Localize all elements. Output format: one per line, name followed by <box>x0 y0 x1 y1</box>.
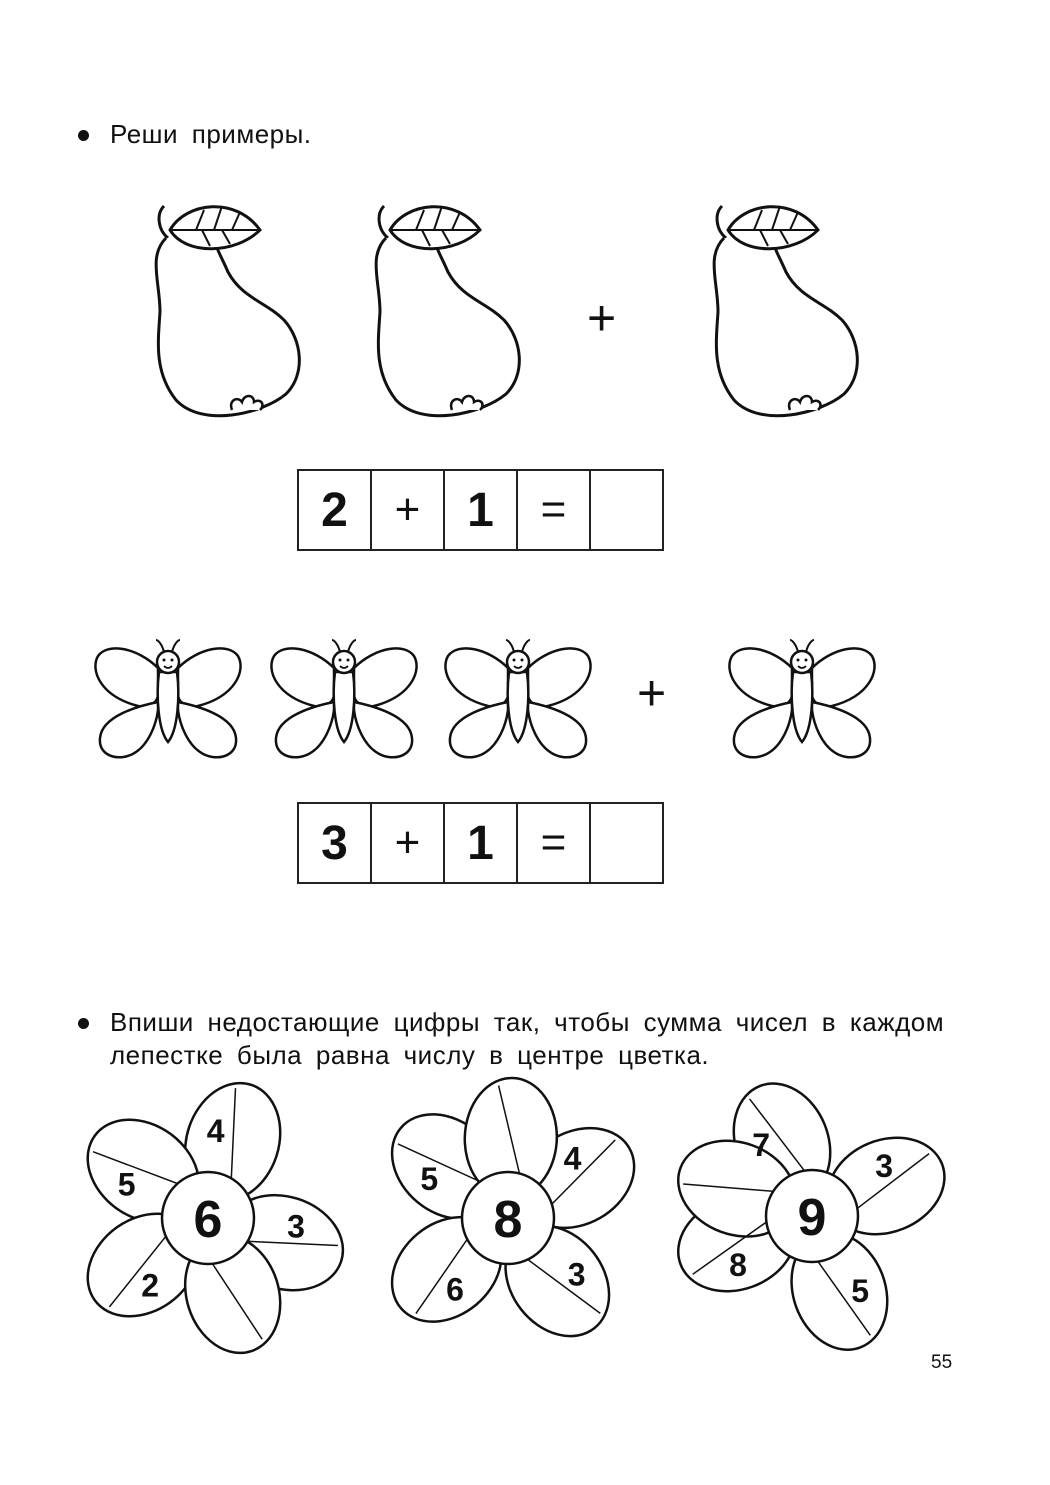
equation-cell-number: 2 <box>299 471 372 549</box>
petal-number: 4 <box>563 1140 582 1177</box>
petal-number: 8 <box>729 1247 747 1284</box>
petal-number: 4 <box>206 1113 225 1149</box>
answer-cell[interactable] <box>591 804 664 882</box>
equation-cell-operator: + <box>372 804 445 882</box>
equation-cell-equals: = <box>518 471 591 549</box>
plus-sign: + <box>637 665 667 721</box>
task-flowers <box>78 1006 954 1072</box>
petal-number: 7 <box>752 1126 771 1163</box>
task-text-line-1: Впиши недостающие цифры так, чтобы сумма чисел в каждом <box>110 1007 945 1037</box>
pear-icon <box>156 206 299 416</box>
plus-sign: + <box>587 290 617 346</box>
flower-center-number: 6 <box>193 1191 223 1249</box>
butterfly-icon <box>95 640 240 757</box>
flower-center-number: 8 <box>493 1191 523 1249</box>
flower-icon <box>665 1069 959 1363</box>
equation-cell-equals: = <box>518 804 591 882</box>
petal-number: 5 <box>851 1273 870 1309</box>
equation-row <box>297 802 664 884</box>
butterfly-icon <box>445 640 590 757</box>
petal-number: 3 <box>875 1148 894 1185</box>
petal-number: 3 <box>567 1256 586 1293</box>
pear-icon <box>714 206 857 416</box>
petal-number: 2 <box>141 1267 160 1304</box>
answer-cell[interactable] <box>591 471 664 549</box>
pear-icon <box>376 206 519 416</box>
petal-number: 5 <box>117 1166 136 1203</box>
equation-row <box>297 469 664 551</box>
butterfly-icon <box>271 640 416 757</box>
task-text: Реши примеры. <box>110 119 312 149</box>
petal-number: 6 <box>446 1271 464 1308</box>
butterfly-icon <box>729 640 874 757</box>
flowers <box>68 1069 959 1365</box>
petal-number: 5 <box>420 1161 439 1197</box>
petal-number: 3 <box>287 1208 305 1245</box>
task-text-line-2: лепестке была равна числу в центре цветка. <box>110 1040 710 1070</box>
equation-cell-number: 3 <box>299 804 372 882</box>
flower-center-number: 9 <box>797 1189 827 1247</box>
page-number: 55 <box>931 1352 953 1373</box>
flower-icon <box>371 1076 652 1356</box>
equation-cell-number: 1 <box>445 804 518 882</box>
flower-icon <box>68 1071 356 1366</box>
equation-cell-number: 1 <box>445 471 518 549</box>
equation-cell-operator: + <box>372 471 445 549</box>
bullet-icon <box>78 1018 89 1029</box>
